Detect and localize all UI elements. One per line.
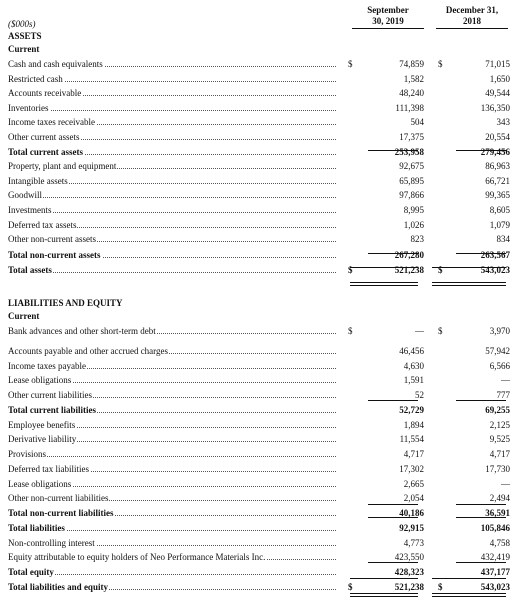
leader-dots [10,574,336,575]
value-sep-2019: 1,894 [403,419,424,430]
value-sep-2019: 2,054 [403,493,424,504]
value-dec-2018: 543,023 [480,265,510,276]
value-sep-2019: 40,186 [399,508,424,518]
liabilities-current-heading: Current [8,311,40,321]
table-row [8,130,508,144]
assets-current-heading: Current [8,44,40,54]
assets-heading: ASSETS [8,31,42,41]
table-row [8,432,508,446]
value-sep-2019: 111,398 [395,102,424,113]
table-row [8,359,508,373]
value-sep-2019: 4,717 [403,449,424,459]
units-label: ($000s) [8,19,36,29]
value-dec-2018: 279,456 [480,146,510,157]
value-dec-2018: 8,605 [489,205,510,215]
double-rule-total-liab-equity-c2 [432,593,506,597]
assets-heading-row [8,29,508,43]
value-dec-2018: 834 [496,234,510,245]
leader-dots [10,110,336,111]
table-row [8,159,508,173]
value-sep-2019: 1,026 [403,219,424,230]
table-row [8,145,508,159]
rule-above-total-noncurrent-liabilities-c1 [368,504,418,505]
rule-above-total-noncurrent-assets-c1 [368,253,418,254]
value-sep-2019: — [415,326,424,336]
currency-symbol: $ [438,326,443,336]
row-label: Equity attributable to equity holders of Neo Performance Materials Inc. [8,552,266,563]
value-sep-2019: 267,280 [394,249,424,260]
row-label: Lease obligations [8,375,72,386]
value-sep-2019: 65,895 [399,175,424,186]
rule-above-total-assets-c1 [350,267,418,268]
table-row [8,462,508,476]
rule-above-total-current-liabilities-c2 [456,400,506,401]
value-dec-2018: 2,125 [489,419,510,430]
value-sep-2019: 521,238 [394,581,424,592]
value-dec-2018: 99,365 [485,190,510,201]
table-row [8,203,508,217]
currency-symbol: $ [348,59,353,69]
table-row [8,477,508,491]
row-label: Derivative liability [8,434,77,445]
row-label: Accounts receivable [8,88,82,99]
assets-current-heading-row [8,42,508,56]
currency-symbol: $ [438,59,443,69]
leader-dots [10,212,336,213]
row-label: Lease obligations [8,478,72,489]
value-dec-2018: 136,350 [480,102,510,113]
value-dec-2018: 6,566 [489,360,510,371]
table-row [8,86,508,100]
column-header-sep-2019-line2: 30, 2019 [372,16,404,26]
liabilities-current-heading-row [8,309,508,323]
value-dec-2018: 20,554 [485,132,510,142]
table-row [8,344,508,358]
value-sep-2019: 48,240 [399,88,424,99]
row-label: Total liabilities and equity [8,581,108,592]
leader-dots [10,272,336,273]
table-row [8,72,508,86]
value-sep-2019: 504 [410,117,424,128]
row-label: Total current assets [8,146,83,157]
value-dec-2018: 66,721 [485,175,510,186]
table-row [8,115,508,129]
value-sep-2019: 97,866 [399,190,424,201]
row-label: Other current assets [8,132,80,142]
rule-above-total-equity-c1 [368,562,418,563]
value-sep-2019: 4,773 [403,537,424,548]
table-row [8,263,508,277]
leader-dots [10,456,336,457]
value-sep-2019: 253,958 [394,146,424,157]
row-label: Restricted cash [8,73,63,84]
table-row [8,403,508,417]
table-row [8,232,508,246]
rule-above-total-noncurrent-liabilities-c2 [456,504,506,505]
column-header-sep-2019-line1: September [367,5,409,15]
table-row [8,536,508,550]
table-row [8,491,508,505]
row-label: Other non-current assets [8,234,96,245]
liabilities-heading-row [8,296,508,310]
row-label: Total assets [8,265,52,276]
value-sep-2019: 74,859 [399,59,424,69]
double-rule-total-assets-c1 [350,282,418,286]
value-dec-2018: 437,177 [480,567,510,577]
value-sep-2019: 92,675 [399,161,424,172]
value-sep-2019: 52 [415,390,424,400]
table-row [8,388,508,402]
double-rule-total-liab-equity-c1 [350,593,418,597]
table-row [8,248,508,262]
rule-above-total-liab-equity-c1 [350,578,418,579]
value-sep-2019: 46,456 [399,345,424,356]
value-sep-2019: 428,323 [394,567,424,577]
value-dec-2018: 4,717 [489,449,510,459]
value-dec-2018: 777 [496,390,510,400]
table-row [8,447,508,461]
value-sep-2019: 17,375 [399,132,424,142]
rule-above-total-current-assets-c1 [368,150,418,151]
row-label: Total equity [8,567,54,577]
table-row [8,174,508,188]
value-dec-2018: 49,544 [485,88,510,99]
value-sep-2019: 1,582 [403,73,424,84]
column-header-dec-2018-line2: 2018 [463,16,481,26]
row-label: Bank advances and other short-term debt [8,326,156,336]
row-label: Income taxes payable [8,360,86,371]
table-row [8,188,508,202]
value-sep-2019: 823 [410,234,424,245]
double-rule-total-assets-c2 [432,282,506,286]
row-label: Deferred tax assets [8,219,77,230]
table-row [8,101,508,115]
value-sep-2019: 8,995 [403,205,424,215]
value-dec-2018: 432,419 [480,552,510,563]
row-label: Intangible assets [8,175,68,186]
value-dec-2018: 1,079 [489,219,510,230]
rule-above-total-current-assets-c2 [456,150,506,151]
value-sep-2019: 17,302 [399,463,424,474]
row-label: Total liabilities [8,522,65,533]
currency-symbol: $ [438,265,443,276]
row-label: Total non-current liabilities [8,508,114,518]
value-dec-2018: — [501,478,510,489]
column-header-dec-2018-line1: December 31, [445,5,499,15]
rule-above-total-liabilities-c2 [456,517,506,518]
value-dec-2018: 71,015 [485,59,510,69]
value-sep-2019: 521,238 [394,265,424,276]
row-label: Total current liabilities [8,404,97,415]
currency-symbol: $ [348,265,353,276]
row-label: Other current liabilities [8,390,92,400]
value-dec-2018: 17,730 [485,463,510,474]
row-label: Non-controlling interest [8,537,95,548]
leader-dots [10,197,336,198]
value-dec-2018: 343 [496,117,510,128]
row-label: Cash and cash equivalents [8,59,103,69]
row-label: Accounts payable and other accrued charges [8,345,169,356]
value-dec-2018: 57,942 [485,345,510,356]
value-dec-2018: 9,525 [489,434,510,445]
row-label: Deferred tax liabilities [8,463,89,474]
rule-above-total-equity-c2 [456,562,506,563]
row-label: Other non-current liabilities [8,493,109,504]
table-row [8,373,508,387]
table-row [8,324,508,338]
value-dec-2018: 36,591 [485,508,510,518]
value-dec-2018: 543,023 [480,581,510,592]
value-sep-2019: 11,554 [399,434,424,445]
row-label: Goodwill [8,190,43,201]
rule-above-total-liabilities-c1 [368,517,418,518]
row-label: Income taxes receivable [8,117,95,128]
value-sep-2019: 4,630 [403,360,424,371]
currency-symbol: $ [348,581,353,592]
currency-symbol: $ [438,581,443,592]
table-row [8,565,508,579]
table-row [8,218,508,232]
value-sep-2019: 1,591 [403,375,424,386]
row-label: Employee benefits [8,419,76,430]
rule-above-total-noncurrent-assets-c2 [456,253,506,254]
row-label: Provisions [8,449,47,459]
row-label: Investments [8,205,52,215]
rule-above-total-liab-equity-c2 [432,578,506,579]
value-sep-2019: 52,729 [399,404,424,415]
value-dec-2018: 263,567 [480,249,510,260]
value-sep-2019: 423,550 [394,552,424,563]
value-dec-2018: 4,758 [489,537,510,548]
row-label: Property, plant and equipment [8,161,117,172]
table-row [8,418,508,432]
rule-above-total-current-liabilities-c1 [368,400,418,401]
value-dec-2018: 86,963 [485,161,510,172]
table-row [8,550,508,564]
row-label: Inventories [8,102,49,113]
table-row [8,57,508,71]
value-sep-2019: 2,665 [403,478,424,489]
liabilities-heading: LIABILITIES AND EQUITY [8,298,123,308]
currency-symbol: $ [348,326,353,336]
value-dec-2018: 69,255 [485,404,510,415]
row-label: Total non-current assets [8,249,101,260]
table-row [8,506,508,520]
table-row [8,521,508,535]
rule-above-total-assets-c2 [432,267,506,268]
value-dec-2018: 2,494 [489,493,510,504]
value-dec-2018: — [501,375,510,386]
value-dec-2018: 105,846 [480,522,510,533]
value-dec-2018: 3,970 [489,326,510,336]
value-dec-2018: 1,650 [489,73,510,84]
value-sep-2019: 92,915 [399,522,424,533]
table-row [8,580,508,594]
